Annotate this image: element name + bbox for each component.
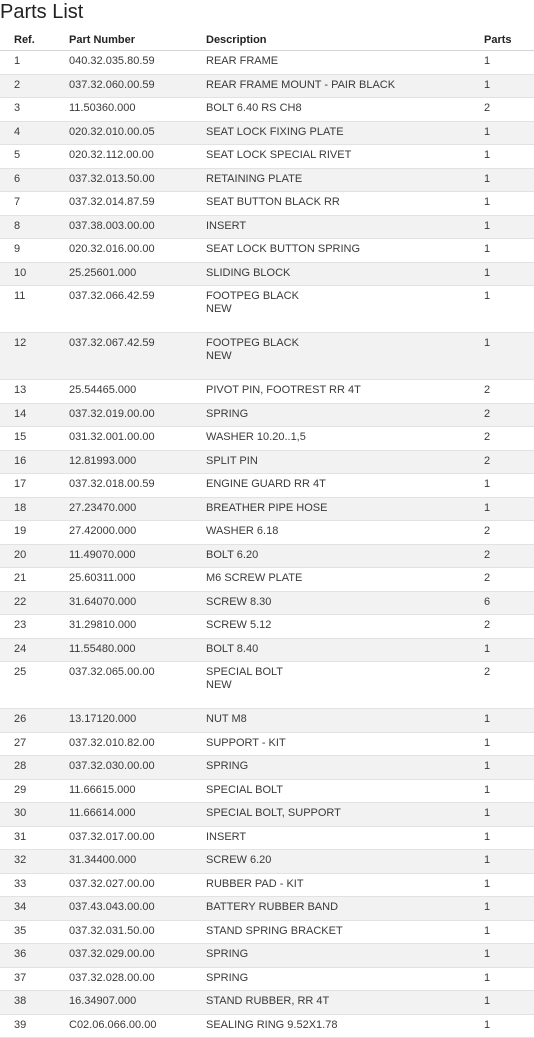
cell-ref: 39 [0, 1014, 69, 1038]
table-row [0, 262, 534, 286]
table-row [0, 1014, 534, 1038]
cell-description [206, 756, 484, 780]
description-text: FOOTPEG BLACK [206, 290, 299, 302]
cell-description [206, 1014, 484, 1038]
cell-parts-qty: 1 [484, 1014, 534, 1038]
table-row [0, 615, 534, 639]
cell-parts-qty: 1 [484, 850, 534, 874]
column-header-parts: Parts [484, 30, 534, 51]
table-row [0, 662, 534, 709]
cell-part-number: 25.54465.000 [69, 380, 206, 404]
table-row [0, 967, 534, 991]
cell-parts-qty: 1 [484, 991, 534, 1015]
table-row [0, 756, 534, 780]
column-header-part-number: Part Number [69, 30, 206, 51]
cell-parts-qty: 6 [484, 591, 534, 615]
cell-description [206, 239, 484, 263]
table-header-row [0, 30, 534, 51]
cell-ref: 5 [0, 145, 69, 169]
table-row [0, 192, 534, 216]
table-row [0, 826, 534, 850]
cell-ref: 28 [0, 756, 69, 780]
cell-description [206, 333, 484, 380]
parts-table [0, 30, 534, 1038]
cell-description [206, 497, 484, 521]
table-row [0, 850, 534, 874]
description-text: SLIDING BLOCK [206, 266, 291, 279]
cell-ref: 37 [0, 967, 69, 991]
cell-parts-qty: 1 [484, 756, 534, 780]
description-text: ENGINE GUARD RR 4T [206, 478, 326, 490]
description-text: STAND RUBBER, RR 4T [206, 995, 330, 1007]
cell-parts-qty: 2 [484, 450, 534, 474]
cell-part-number: 037.32.067.42.59 [69, 333, 206, 380]
cell-parts-qty: 1 [484, 74, 534, 98]
cell-parts-qty: 2 [484, 403, 534, 427]
cell-parts-qty: 1 [484, 51, 534, 75]
cell-ref: 27 [0, 732, 69, 756]
cell-ref: 13 [0, 380, 69, 404]
cell-part-number: 037.32.031.50.00 [69, 920, 206, 944]
cell-ref: 29 [0, 779, 69, 803]
cell-part-number: 037.32.065.00.00 [69, 662, 206, 709]
cell-parts-qty: 1 [484, 803, 534, 827]
cell-parts-qty: 1 [484, 239, 534, 263]
cell-part-number: 031.32.001.00.00 [69, 427, 206, 451]
cell-parts-qty: 2 [484, 380, 534, 404]
description-text: NUT M8 [206, 713, 247, 725]
cell-description [206, 826, 484, 850]
column-header-description: Description [206, 30, 484, 51]
cell-part-number: 11.49070.000 [69, 544, 206, 568]
cell-ref: 11 [0, 286, 69, 333]
cell-ref: 20 [0, 544, 69, 568]
cell-description [206, 709, 484, 733]
cell-ref: 34 [0, 897, 69, 921]
cell-parts-qty: 1 [484, 497, 534, 521]
cell-description [206, 427, 484, 451]
description-text: REAR FRAME MOUNT - PAIR BLACK [206, 78, 396, 91]
cell-ref: 25 [0, 662, 69, 709]
description-text: WASHER 10.20..1,5 [206, 431, 306, 443]
cell-description [206, 803, 484, 827]
table-row [0, 427, 534, 451]
description-text: SCREW 8.30 [206, 595, 272, 608]
parts-table-body [0, 51, 534, 1038]
cell-part-number: 12.81993.000 [69, 450, 206, 474]
cell-part-number: 16.34907.000 [69, 991, 206, 1015]
cell-description [206, 991, 484, 1015]
description-text: SPLIT PIN [206, 454, 258, 467]
cell-part-number: 11.50360.000 [69, 98, 206, 122]
cell-description [206, 967, 484, 991]
table-row [0, 638, 534, 662]
description-text: SPRING [206, 948, 249, 960]
cell-description [206, 521, 484, 545]
cell-parts-qty: 2 [484, 427, 534, 451]
description-note: NEW [206, 679, 232, 691]
cell-description [206, 145, 484, 169]
table-row [0, 74, 534, 98]
description-note: NEW [206, 350, 232, 362]
description-text: PIVOT PIN, FOOTREST RR 4T [206, 384, 361, 396]
table-row [0, 779, 534, 803]
cell-parts-qty: 1 [484, 709, 534, 733]
description-text: SPRING [206, 760, 249, 772]
cell-description [206, 944, 484, 968]
cell-parts-qty: 1 [484, 826, 534, 850]
table-row [0, 145, 534, 169]
cell-parts-qty: 1 [484, 897, 534, 921]
table-row [0, 239, 534, 263]
cell-part-number: C02.06.066.00.00 [69, 1014, 206, 1038]
cell-description [206, 403, 484, 427]
description-text: SEAT BUTTON BLACK RR [206, 196, 340, 208]
description-text: INSERT [206, 219, 247, 232]
cell-ref: 14 [0, 403, 69, 427]
cell-parts-qty: 1 [484, 732, 534, 756]
cell-parts-qty: 2 [484, 98, 534, 122]
cell-ref: 1 [0, 51, 69, 75]
cell-ref: 9 [0, 239, 69, 263]
cell-ref: 3 [0, 98, 69, 122]
description-text: BATTERY RUBBER BAND [206, 901, 339, 913]
table-row [0, 521, 534, 545]
description-text: WASHER 6.18 [206, 525, 279, 537]
cell-parts-qty: 1 [484, 474, 534, 498]
cell-parts-qty: 1 [484, 920, 534, 944]
table-row [0, 98, 534, 122]
cell-description [206, 215, 484, 239]
cell-description [206, 121, 484, 145]
description-text: REAR FRAME [206, 55, 279, 67]
cell-ref: 17 [0, 474, 69, 498]
cell-ref: 31 [0, 826, 69, 850]
cell-part-number: 020.32.016.00.00 [69, 239, 206, 263]
cell-description [206, 286, 484, 333]
cell-description [206, 920, 484, 944]
cell-ref: 38 [0, 991, 69, 1015]
cell-description [206, 74, 484, 98]
description-text: SEAT LOCK FIXING PLATE [206, 125, 344, 138]
cell-description [206, 192, 484, 216]
cell-ref: 18 [0, 497, 69, 521]
table-row [0, 497, 534, 521]
cell-ref: 32 [0, 850, 69, 874]
description-text: SCREW 6.20 [206, 854, 272, 866]
cell-ref: 15 [0, 427, 69, 451]
description-note: NEW [206, 303, 232, 315]
cell-parts-qty: 1 [484, 779, 534, 803]
cell-part-number: 25.60311.000 [69, 568, 206, 592]
table-row [0, 732, 534, 756]
cell-description [206, 662, 484, 709]
cell-ref: 30 [0, 803, 69, 827]
table-row [0, 168, 534, 192]
cell-part-number: 037.43.043.00.00 [69, 897, 206, 921]
cell-part-number: 037.32.014.87.59 [69, 192, 206, 216]
cell-part-number: 11.66614.000 [69, 803, 206, 827]
table-row [0, 215, 534, 239]
description-text: SPECIAL BOLT, SUPPORT [206, 807, 341, 819]
cell-description [206, 51, 484, 75]
cell-description [206, 732, 484, 756]
table-row [0, 121, 534, 145]
table-row [0, 286, 534, 333]
cell-description [206, 638, 484, 662]
cell-part-number: 037.38.003.00.00 [69, 215, 206, 239]
table-row [0, 380, 534, 404]
page-title: Parts List [0, 1, 84, 23]
description-text: SEAT LOCK SPECIAL RIVET [206, 149, 352, 161]
cell-parts-qty: 1 [484, 638, 534, 662]
cell-parts-qty: 1 [484, 286, 534, 333]
table-row [0, 991, 534, 1015]
cell-part-number: 31.34400.000 [69, 850, 206, 874]
description-text: BOLT 8.40 [206, 642, 259, 655]
cell-part-number: 037.32.018.00.59 [69, 474, 206, 498]
cell-description [206, 591, 484, 615]
cell-description [206, 779, 484, 803]
cell-ref: 6 [0, 168, 69, 192]
description-text: SCREW 5.12 [206, 619, 272, 631]
cell-parts-qty: 1 [484, 145, 534, 169]
cell-ref: 12 [0, 333, 69, 380]
table-row [0, 403, 534, 427]
cell-part-number: 25.25601.000 [69, 262, 206, 286]
cell-ref: 21 [0, 568, 69, 592]
cell-part-number: 037.32.013.50.00 [69, 168, 206, 192]
description-text: BREATHER PIPE HOSE [206, 501, 328, 514]
cell-ref: 33 [0, 873, 69, 897]
cell-parts-qty: 2 [484, 568, 534, 592]
cell-description [206, 873, 484, 897]
description-text: INSERT [206, 830, 247, 843]
table-row [0, 568, 534, 592]
cell-ref: 4 [0, 121, 69, 145]
table-row [0, 544, 534, 568]
cell-part-number: 27.23470.000 [69, 497, 206, 521]
cell-part-number: 040.32.035.80.59 [69, 51, 206, 75]
table-row [0, 51, 534, 75]
cell-part-number: 11.55480.000 [69, 638, 206, 662]
cell-description [206, 568, 484, 592]
description-text: RETAINING PLATE [206, 172, 303, 185]
table-row [0, 920, 534, 944]
description-text: RUBBER PAD - KIT [206, 877, 304, 890]
cell-parts-qty: 1 [484, 944, 534, 968]
cell-parts-qty: 2 [484, 521, 534, 545]
description-text: STAND SPRING BRACKET [206, 924, 343, 937]
cell-description [206, 897, 484, 921]
cell-description [206, 615, 484, 639]
cell-part-number: 037.32.060.00.59 [69, 74, 206, 98]
cell-parts-qty: 1 [484, 215, 534, 239]
description-text: SPECIAL BOLT [206, 666, 284, 678]
cell-description [206, 850, 484, 874]
cell-ref: 2 [0, 74, 69, 98]
description-text: BOLT 6.40 RS CH8 [206, 102, 302, 114]
cell-part-number: 037.32.066.42.59 [69, 286, 206, 333]
cell-part-number: 037.32.010.82.00 [69, 732, 206, 756]
description-text: SPRING [206, 971, 249, 984]
cell-parts-qty: 2 [484, 615, 534, 639]
cell-ref: 35 [0, 920, 69, 944]
cell-ref: 7 [0, 192, 69, 216]
description-text: SPRING [206, 407, 249, 420]
cell-part-number: 31.29810.000 [69, 615, 206, 639]
cell-part-number: 037.32.030.00.00 [69, 756, 206, 780]
cell-part-number: 037.32.029.00.00 [69, 944, 206, 968]
cell-part-number: 037.32.028.00.00 [69, 967, 206, 991]
description-text: SPECIAL BOLT [206, 783, 284, 796]
column-header-ref: Ref. [0, 30, 69, 51]
cell-part-number: 13.17120.000 [69, 709, 206, 733]
cell-description [206, 168, 484, 192]
cell-ref: 22 [0, 591, 69, 615]
cell-ref: 19 [0, 521, 69, 545]
cell-description [206, 98, 484, 122]
description-text: FOOTPEG BLACK [206, 337, 299, 349]
table-row [0, 944, 534, 968]
cell-part-number: 31.64070.000 [69, 591, 206, 615]
table-row [0, 474, 534, 498]
cell-ref: 16 [0, 450, 69, 474]
description-text: SUPPORT - KIT [206, 736, 286, 749]
description-text: M6 SCREW PLATE [206, 572, 303, 584]
table-row [0, 803, 534, 827]
table-row [0, 873, 534, 897]
table-row [0, 333, 534, 380]
cell-ref: 23 [0, 615, 69, 639]
cell-ref: 8 [0, 215, 69, 239]
cell-ref: 36 [0, 944, 69, 968]
cell-part-number: 037.32.017.00.00 [69, 826, 206, 850]
cell-description [206, 474, 484, 498]
cell-parts-qty: 2 [484, 662, 534, 709]
cell-description [206, 262, 484, 286]
cell-parts-qty: 2 [484, 544, 534, 568]
cell-description [206, 450, 484, 474]
description-text: SEALING RING 9.52X1.78 [206, 1018, 338, 1031]
table-row [0, 709, 534, 733]
cell-parts-qty: 1 [484, 168, 534, 192]
cell-part-number: 037.32.027.00.00 [69, 873, 206, 897]
cell-parts-qty: 1 [484, 192, 534, 216]
cell-ref: 24 [0, 638, 69, 662]
cell-part-number: 037.32.019.00.00 [69, 403, 206, 427]
cell-part-number: 020.32.010.00.05 [69, 121, 206, 145]
table-row [0, 897, 534, 921]
cell-part-number: 020.32.112.00.00 [69, 145, 206, 169]
description-text: SEAT LOCK BUTTON SPRING [206, 243, 361, 255]
cell-ref: 26 [0, 709, 69, 733]
cell-parts-qty: 1 [484, 967, 534, 991]
table-row [0, 450, 534, 474]
cell-description [206, 544, 484, 568]
cell-parts-qty: 1 [484, 121, 534, 145]
cell-part-number: 27.42000.000 [69, 521, 206, 545]
cell-parts-qty: 1 [484, 333, 534, 380]
cell-description [206, 380, 484, 404]
cell-parts-qty: 1 [484, 262, 534, 286]
table-row [0, 591, 534, 615]
cell-parts-qty: 1 [484, 873, 534, 897]
cell-part-number: 11.66615.000 [69, 779, 206, 803]
description-text: BOLT 6.20 [206, 548, 259, 561]
cell-ref: 10 [0, 262, 69, 286]
